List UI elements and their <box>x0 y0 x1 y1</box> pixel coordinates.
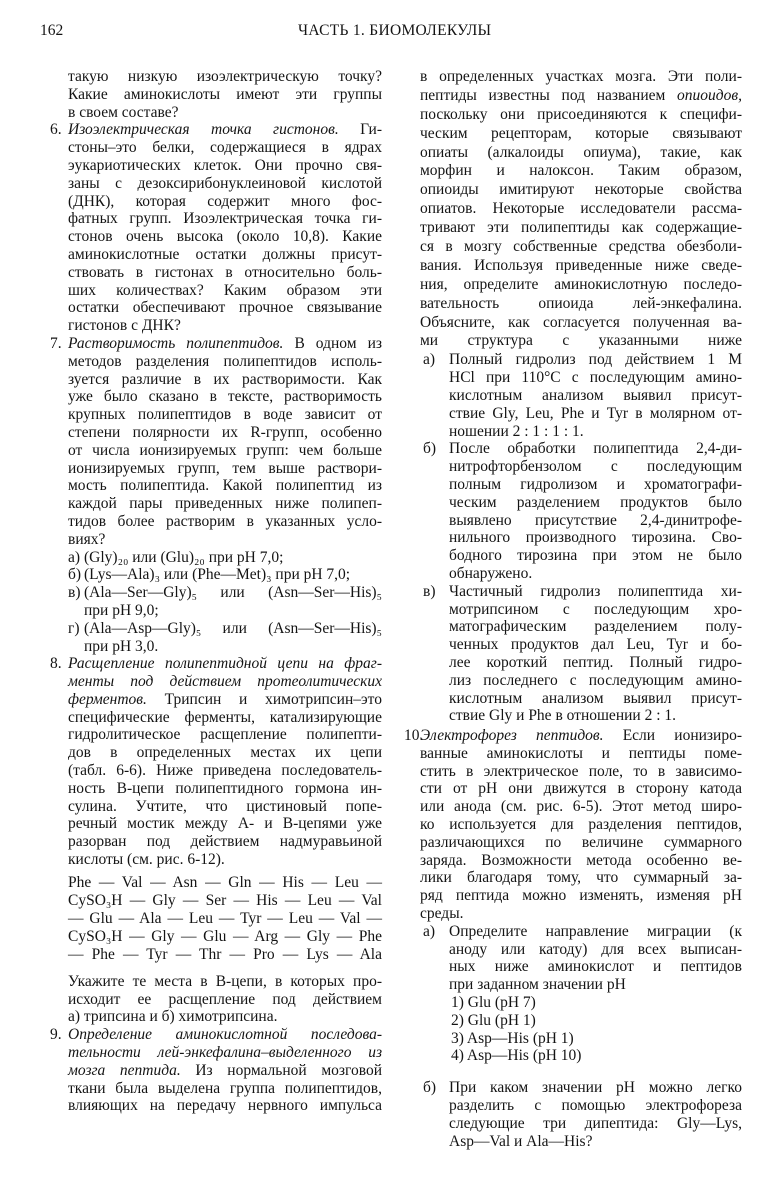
text-line: специфические ферменты, катализирующие <box>68 708 382 726</box>
text-line: кислотным анализом выявил присут- <box>449 689 742 707</box>
text-line: стонов очень высока (около 10,8). Какие <box>68 228 382 246</box>
text-line <box>68 655 382 673</box>
text-line: ческим рецепторам, которые связывают <box>420 124 742 142</box>
text-line <box>68 1044 382 1062</box>
option-text <box>449 583 742 725</box>
page-number: 162 <box>40 22 64 39</box>
text-line: Укажите те места в В-цепи, в которых про- <box>68 972 382 990</box>
text-line: ся в мозгу собственные средства обезболи- <box>420 238 742 256</box>
text-line: При каком значении pH можно легко <box>449 1079 742 1097</box>
text-line: Asp—Val и Ala—His? <box>449 1132 593 1150</box>
italic-heading: Расщепление полипептидной цепи на фраг- <box>68 655 382 673</box>
question-text <box>68 121 382 335</box>
italic-heading: Определение аминокислотной последова- <box>68 1026 382 1044</box>
text-line: обнаружено. <box>449 564 533 582</box>
text-line: дов в определенных местах их цепи <box>68 744 382 762</box>
option-text <box>84 620 382 656</box>
question-number: 8. <box>50 655 62 673</box>
text-line: каждой пары приведенных ниже полипеп- <box>68 495 382 513</box>
option-b <box>68 566 382 584</box>
option-text <box>449 1079 742 1150</box>
text-line: нитрофторбензолом с последующим <box>449 458 742 476</box>
text-line: ношении 2 : 1 : 1 : 1. <box>449 422 584 440</box>
option-text <box>84 584 382 620</box>
text-segment: Из нормальной мозговой <box>180 1061 382 1079</box>
text-line <box>68 673 382 691</box>
option-label: в) <box>423 582 436 600</box>
text-line: аноду или катоду) для всех выписан- <box>449 940 742 958</box>
left-column <box>50 68 383 1115</box>
text-line: тидов более растворим в указанных усло- <box>68 512 382 530</box>
text-line: HCl при 110°С с последующим амино- <box>449 369 742 387</box>
text-line: среды. <box>420 905 464 923</box>
text-segment: Трипсин и химотрипсин–это <box>146 690 382 708</box>
text-line: методов разделения полипептидов исполь- <box>68 352 382 370</box>
option-text <box>449 923 742 994</box>
option-label: а) <box>423 922 436 940</box>
italic-heading: тельности лей-энкефалина–выделенного из <box>68 1044 382 1062</box>
text-line: различающихся по величине суммарного <box>420 833 742 851</box>
option-label: б) <box>423 440 437 458</box>
italic-heading: опиоидов, <box>677 86 742 104</box>
text-line: ко используется для разделения пептидов, <box>420 816 742 834</box>
option-c <box>420 583 742 725</box>
question-number: 7. <box>50 334 62 352</box>
option-label: в) <box>68 584 81 602</box>
text-line: такую низкую изоэлектрическую точку? <box>68 68 382 85</box>
text-line: ных ниже аминокислот и пептидов <box>449 958 742 976</box>
running-title: ЧАСТЬ 1. БИОМОЛЕКУЛЫ <box>298 22 492 39</box>
option-a <box>420 351 742 440</box>
text-line: а) трипсина и б) химотрипсина. <box>68 1008 278 1026</box>
text-line: опиатов. Некоторые исследователи рассма- <box>420 200 742 218</box>
text-line: Определите направление миграции (к <box>449 922 742 940</box>
text-line: ванные аминокислоты и пептиды поме- <box>420 744 742 762</box>
option-label: а) <box>423 351 436 369</box>
text-line: от числа ионизируемых групп: чем больше <box>68 441 382 459</box>
text-line: ткани была выделена группа полипептидов, <box>68 1079 382 1097</box>
option-text <box>84 566 382 584</box>
option-text <box>449 351 742 440</box>
text-segment: Если ионизиро- <box>603 727 742 745</box>
text-line: при pH 3,0. <box>84 637 159 655</box>
text-line: — Phe — Tyr — Thr — Pro — Lys — Ala <box>68 945 382 963</box>
text-line: ряд пептида можно изменять, изменяя pH <box>420 887 742 905</box>
text-line: лиз последнего с последующим амино- <box>449 671 742 689</box>
text-line: выявлено присутствие 2,4-динитрофе- <box>449 511 742 529</box>
option-b <box>420 1079 742 1150</box>
text-line: (табл. 6-6). Ниже приведена последователь- <box>68 762 382 780</box>
text-line: мость полипептида. Какой полипептид из <box>68 477 382 495</box>
text-line: ствовать в гистонах в относительно боль- <box>68 263 382 281</box>
text-line: ших количествах? Каким образом эти <box>68 281 382 299</box>
text-line: аминокислотные остатки должны присут- <box>68 245 382 263</box>
text-line: (Ala—Ser—Gly)₅ или (Asn—Ser—His)₅ <box>84 584 382 602</box>
question-number: 9. <box>50 1026 62 1044</box>
text-line: 2) Glu (pH 1) <box>451 1011 536 1029</box>
text-line: или анода (см. рис. 6-5). Этот метод широ- <box>420 798 742 816</box>
question-text <box>68 655 382 869</box>
text-line: гидролитическое расщепление полипепти- <box>68 726 382 744</box>
option-d <box>68 620 382 656</box>
text-line: CySO₃H — Gly — Glu — Arg — Gly — Phe <box>68 927 382 945</box>
text-line <box>420 87 742 106</box>
text-line: виях? <box>68 530 106 548</box>
italic-heading: мозга пептида. <box>68 1061 181 1079</box>
text-line: поскольку они присоединяются к специфи- <box>420 105 742 123</box>
text-line: Частичный гидролиз полипептида хи- <box>449 582 742 600</box>
text-line: (Lys—Ala)₃ или (Phe—Met)₃ при pH 7,0; <box>84 566 351 584</box>
text-line: разделить с помощью электрофореза <box>449 1097 742 1115</box>
question-number: 10. <box>404 727 424 745</box>
question-task <box>68 973 382 1026</box>
question-text <box>420 68 742 351</box>
continuation-text <box>68 68 382 121</box>
text-line: (ДНК), которая содержит много фос- <box>68 192 382 210</box>
text-line: заряда. Возможности метода особенно ве- <box>420 851 742 869</box>
text-line: ния, определите аминокислотную последо- <box>420 275 742 293</box>
question-number: 6. <box>50 121 62 139</box>
option-b <box>420 440 742 582</box>
text-line: кислоты (см. рис. 6-12). <box>68 851 225 869</box>
question-9 <box>50 1026 382 1115</box>
question-text <box>68 1026 382 1115</box>
text-segment: Ги- <box>338 121 383 139</box>
text-line: сти от pH они движутся в сторону катода <box>420 780 742 798</box>
italic-heading: менты под действием протеолитических <box>68 673 382 691</box>
text-line: ческим разделением продуктов было <box>449 493 742 511</box>
text-line: тривают эти полипептиды как содержащие- <box>420 219 742 237</box>
text-line: фатных групп. Изоэлектрическая точка ги- <box>68 210 382 228</box>
text-segment: В одном из <box>283 334 382 352</box>
text-line: остатки обеспечивают прочное связывание <box>68 299 382 317</box>
text-line: нильного производного тирозина. Сво- <box>449 529 742 547</box>
text-line: ность В-цепи полипептидного гормона ин- <box>68 779 382 797</box>
text-line: Какие аминокислоты имеют эти группы <box>68 85 382 103</box>
text-line: опиоиды имитируют некоторые свойства <box>420 181 742 199</box>
text-line: вания. Используя приведенные ниже сведе- <box>420 256 742 274</box>
question-text <box>420 727 742 923</box>
peptide-list <box>449 994 742 1065</box>
text-line: стить в электрическое поле, то в зависимо- <box>420 762 742 780</box>
text-line: лики благодаря тому, что суммарный за- <box>420 869 742 887</box>
text-line <box>68 1026 382 1044</box>
text-line: После обработки полипептида 2,4-ди- <box>449 440 742 458</box>
option-label: а) <box>68 548 81 566</box>
question-10 <box>404 727 742 1150</box>
text-line: речный мостик между А- и В-цепями уже <box>68 815 382 833</box>
text-line <box>68 335 382 353</box>
text-line: 4) Asp—His (pH 10) <box>451 1047 582 1065</box>
text-line: мотрипсином с последующим хро- <box>449 600 742 618</box>
text-line: уже было сказано в тексте, растворимость <box>68 388 382 406</box>
text-line: вательность опиоида лей-энкефалина. <box>420 294 742 312</box>
text-line: в определенных участках мозга. Эти поли- <box>420 68 742 85</box>
option-a <box>420 923 742 1065</box>
text-line: (Ala—Asp—Gly)₅ или (Asn—Ser—His)₅ <box>84 619 382 637</box>
text-line: стоны–это белки, содержащиеся в ядрах <box>68 139 382 157</box>
text-line: (Gly)₂₀ или (Glu)₂₀ при pH 7,0; <box>84 548 284 566</box>
text-line: при pH 9,0; <box>84 601 159 619</box>
text-line: полным гидролизом и хроматографи- <box>449 475 742 493</box>
text-line: влияющих на передачу нервного импульса <box>68 1097 382 1115</box>
text-line: лее короткий пептид. Полный гидро- <box>449 653 742 671</box>
question-8 <box>50 655 382 1026</box>
text-line: эукариотических клеток. Они прочно свя- <box>68 156 382 174</box>
question-6 <box>50 121 383 335</box>
text-line <box>68 691 382 709</box>
text-line: Объясните, как согласуется полученная ва- <box>420 313 742 331</box>
text-line: опиаты (алкалоиды опиума), такие, как <box>420 143 742 161</box>
text-line: ченных продуктов дал Leu, Tyr и бо- <box>449 636 742 654</box>
option-text <box>84 549 382 567</box>
option-a <box>68 549 382 567</box>
text-line: при заданном значении pH <box>449 976 626 994</box>
text-line: CySO₃H — Gly — Ser — His — Leu — Val <box>68 891 382 909</box>
text-line: матографическим разделением полу- <box>449 618 742 636</box>
text-line: степени полярности их R-групп, особенно <box>68 423 382 441</box>
text-line <box>420 727 742 745</box>
insulin-b-chain-sequence <box>68 874 382 964</box>
right-column <box>404 68 742 1150</box>
text-line <box>68 121 382 139</box>
option-label: б) <box>423 1079 437 1097</box>
text-line: разорван под действием надмуравьиной <box>68 833 382 851</box>
text-line: 1) Glu (pH 7) <box>451 994 536 1012</box>
text-line: 3) Asp—His (pH 1) <box>451 1029 574 1047</box>
option-c <box>68 584 382 620</box>
text-line: ствие Gly и Phe в отношении 2 : 1. <box>449 707 677 725</box>
italic-heading: Электрофорез пептидов. <box>420 727 604 745</box>
text-line: морфин и налоксон. Таким образом, <box>420 162 742 180</box>
question-9-continued <box>420 68 742 725</box>
text-line: заны с дезоксирибонуклеиновой кислотой <box>68 174 382 192</box>
text-line: зуется различие в их растворимости. Как <box>68 370 382 388</box>
text-line: ми структура с указанными ниже <box>420 332 742 350</box>
text-line: сулина. Учтите, что цистиновый попе- <box>68 797 382 815</box>
text-segment: пептиды известны под названием <box>420 86 678 104</box>
text-line: ствие Gly, Leu, Phe и Tyr в молярном от- <box>449 404 742 422</box>
text-line: бодного тирозина при этом не было <box>449 547 742 565</box>
text-line <box>68 1062 382 1080</box>
text-line: — Glu — Ala — Leu — Tyr — Leu — Val — <box>68 909 382 927</box>
question-7 <box>50 334 382 655</box>
text-line: Phe — Val — Asn — Gln — His — Leu — <box>68 873 382 891</box>
text-line: в своем составе? <box>68 103 179 121</box>
text-line: гистонов с ДНК? <box>68 317 181 335</box>
italic-heading: Изоэлектрическая точка гистонов. <box>68 121 339 139</box>
question-text <box>68 335 382 549</box>
text-line: крупных полипептидов в воде зависит от <box>68 406 382 424</box>
italic-heading: ферментов. <box>68 690 147 708</box>
text-line: Полный гидролиз под действием 1 М <box>449 351 742 369</box>
text-line: ионизируемых групп, тем выше раствори- <box>68 459 382 477</box>
option-text <box>449 440 742 582</box>
text-line: исходит ее расщепление под действием <box>68 990 382 1008</box>
text-line: следующие три дипептида: Gly—Lys, <box>449 1114 742 1132</box>
italic-heading: Растворимость полипептидов. <box>68 334 284 352</box>
option-label: б) <box>68 566 82 584</box>
option-label: г) <box>68 619 80 637</box>
text-line: кислотным анализом выявил присут- <box>449 386 742 404</box>
